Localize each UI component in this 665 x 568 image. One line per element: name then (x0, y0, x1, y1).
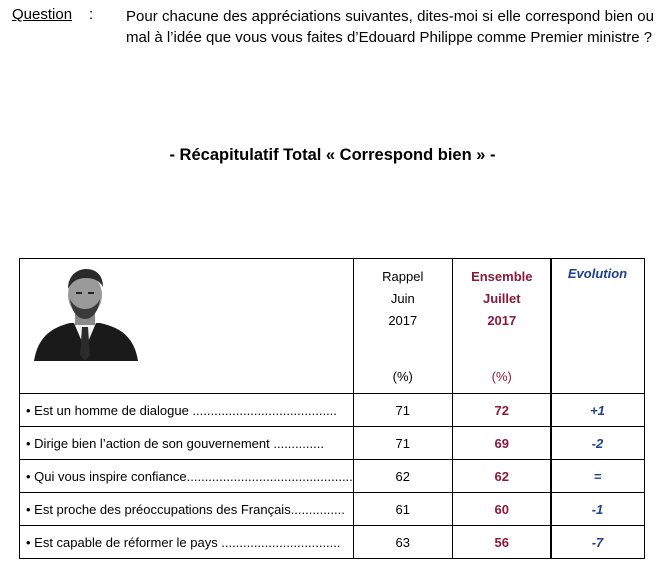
question-text: Pour chacune des appréciations suivantes, dites-moi si elle correspond bien ou mal à l’idée que vous vous faites d’Edouard Philippe comme Premier ministre ? (126, 8, 654, 46)
evolution-header-label: Evolution (567, 266, 628, 281)
evolution-table (550, 258, 645, 559)
evolution-value: -1 (551, 493, 645, 526)
rappel-header-line3: 2017 (388, 313, 418, 328)
table-row (20, 460, 552, 493)
question-label: Question (12, 6, 73, 23)
evolution-value: = (551, 460, 645, 493)
portrait-icon (30, 265, 140, 361)
evolution-value: +1 (551, 394, 645, 427)
table-row (20, 394, 552, 427)
question-colon: : (89, 6, 94, 23)
evolution-value: -2 (551, 427, 645, 460)
evolution-value: -7 (551, 526, 645, 559)
evolution-header-row (551, 259, 645, 394)
row-rappel-value: 61 (353, 493, 452, 526)
row-ensemble-value: 69 (452, 427, 551, 460)
evolution-row (551, 427, 645, 460)
evolution-row (551, 493, 645, 526)
rappel-header-unit: (%) (392, 369, 413, 384)
table-row (20, 526, 552, 559)
evolution-header (551, 259, 645, 394)
row-ensemble-value: 56 (452, 526, 551, 559)
row-label: • Est proche des préoccupations des Français............... (20, 493, 354, 526)
ensemble-header-line2: Juillet (482, 291, 521, 306)
ensemble-header-unit: (%) (491, 369, 512, 384)
ensemble-header-line1: Ensemble (471, 269, 533, 284)
ensemble-header (452, 259, 551, 394)
row-label: • Qui vous inspire confiance.............................................. (20, 460, 354, 493)
row-ensemble-value: 72 (452, 394, 551, 427)
table-row (20, 427, 552, 460)
ensemble-header-line3: 2017 (487, 313, 517, 328)
rappel-header (353, 259, 452, 394)
row-label: • Dirige bien l’action de son gouvernement .............. (20, 427, 354, 460)
row-rappel-value: 71 (353, 394, 452, 427)
evolution-row (551, 526, 645, 559)
table-row (20, 493, 552, 526)
row-label: • Est capable de réformer le pays ................................. (20, 526, 354, 559)
photo-cell (20, 259, 354, 394)
row-label: • Est un homme de dialogue ........................................ (20, 394, 354, 427)
row-rappel-value: 63 (353, 526, 452, 559)
rappel-header-line2: Juin (390, 291, 415, 306)
row-ensemble-value: 60 (452, 493, 551, 526)
rappel-header-line1: Rappel (382, 269, 424, 284)
row-rappel-value: 71 (353, 427, 452, 460)
results-table (19, 258, 552, 559)
header-row (20, 259, 552, 394)
page-title: - Récapitulatif Total « Correspond bien » - (169, 146, 496, 164)
row-ensemble-value: 62 (452, 460, 551, 493)
evolution-row (551, 460, 645, 493)
row-rappel-value: 62 (353, 460, 452, 493)
evolution-row (551, 394, 645, 427)
